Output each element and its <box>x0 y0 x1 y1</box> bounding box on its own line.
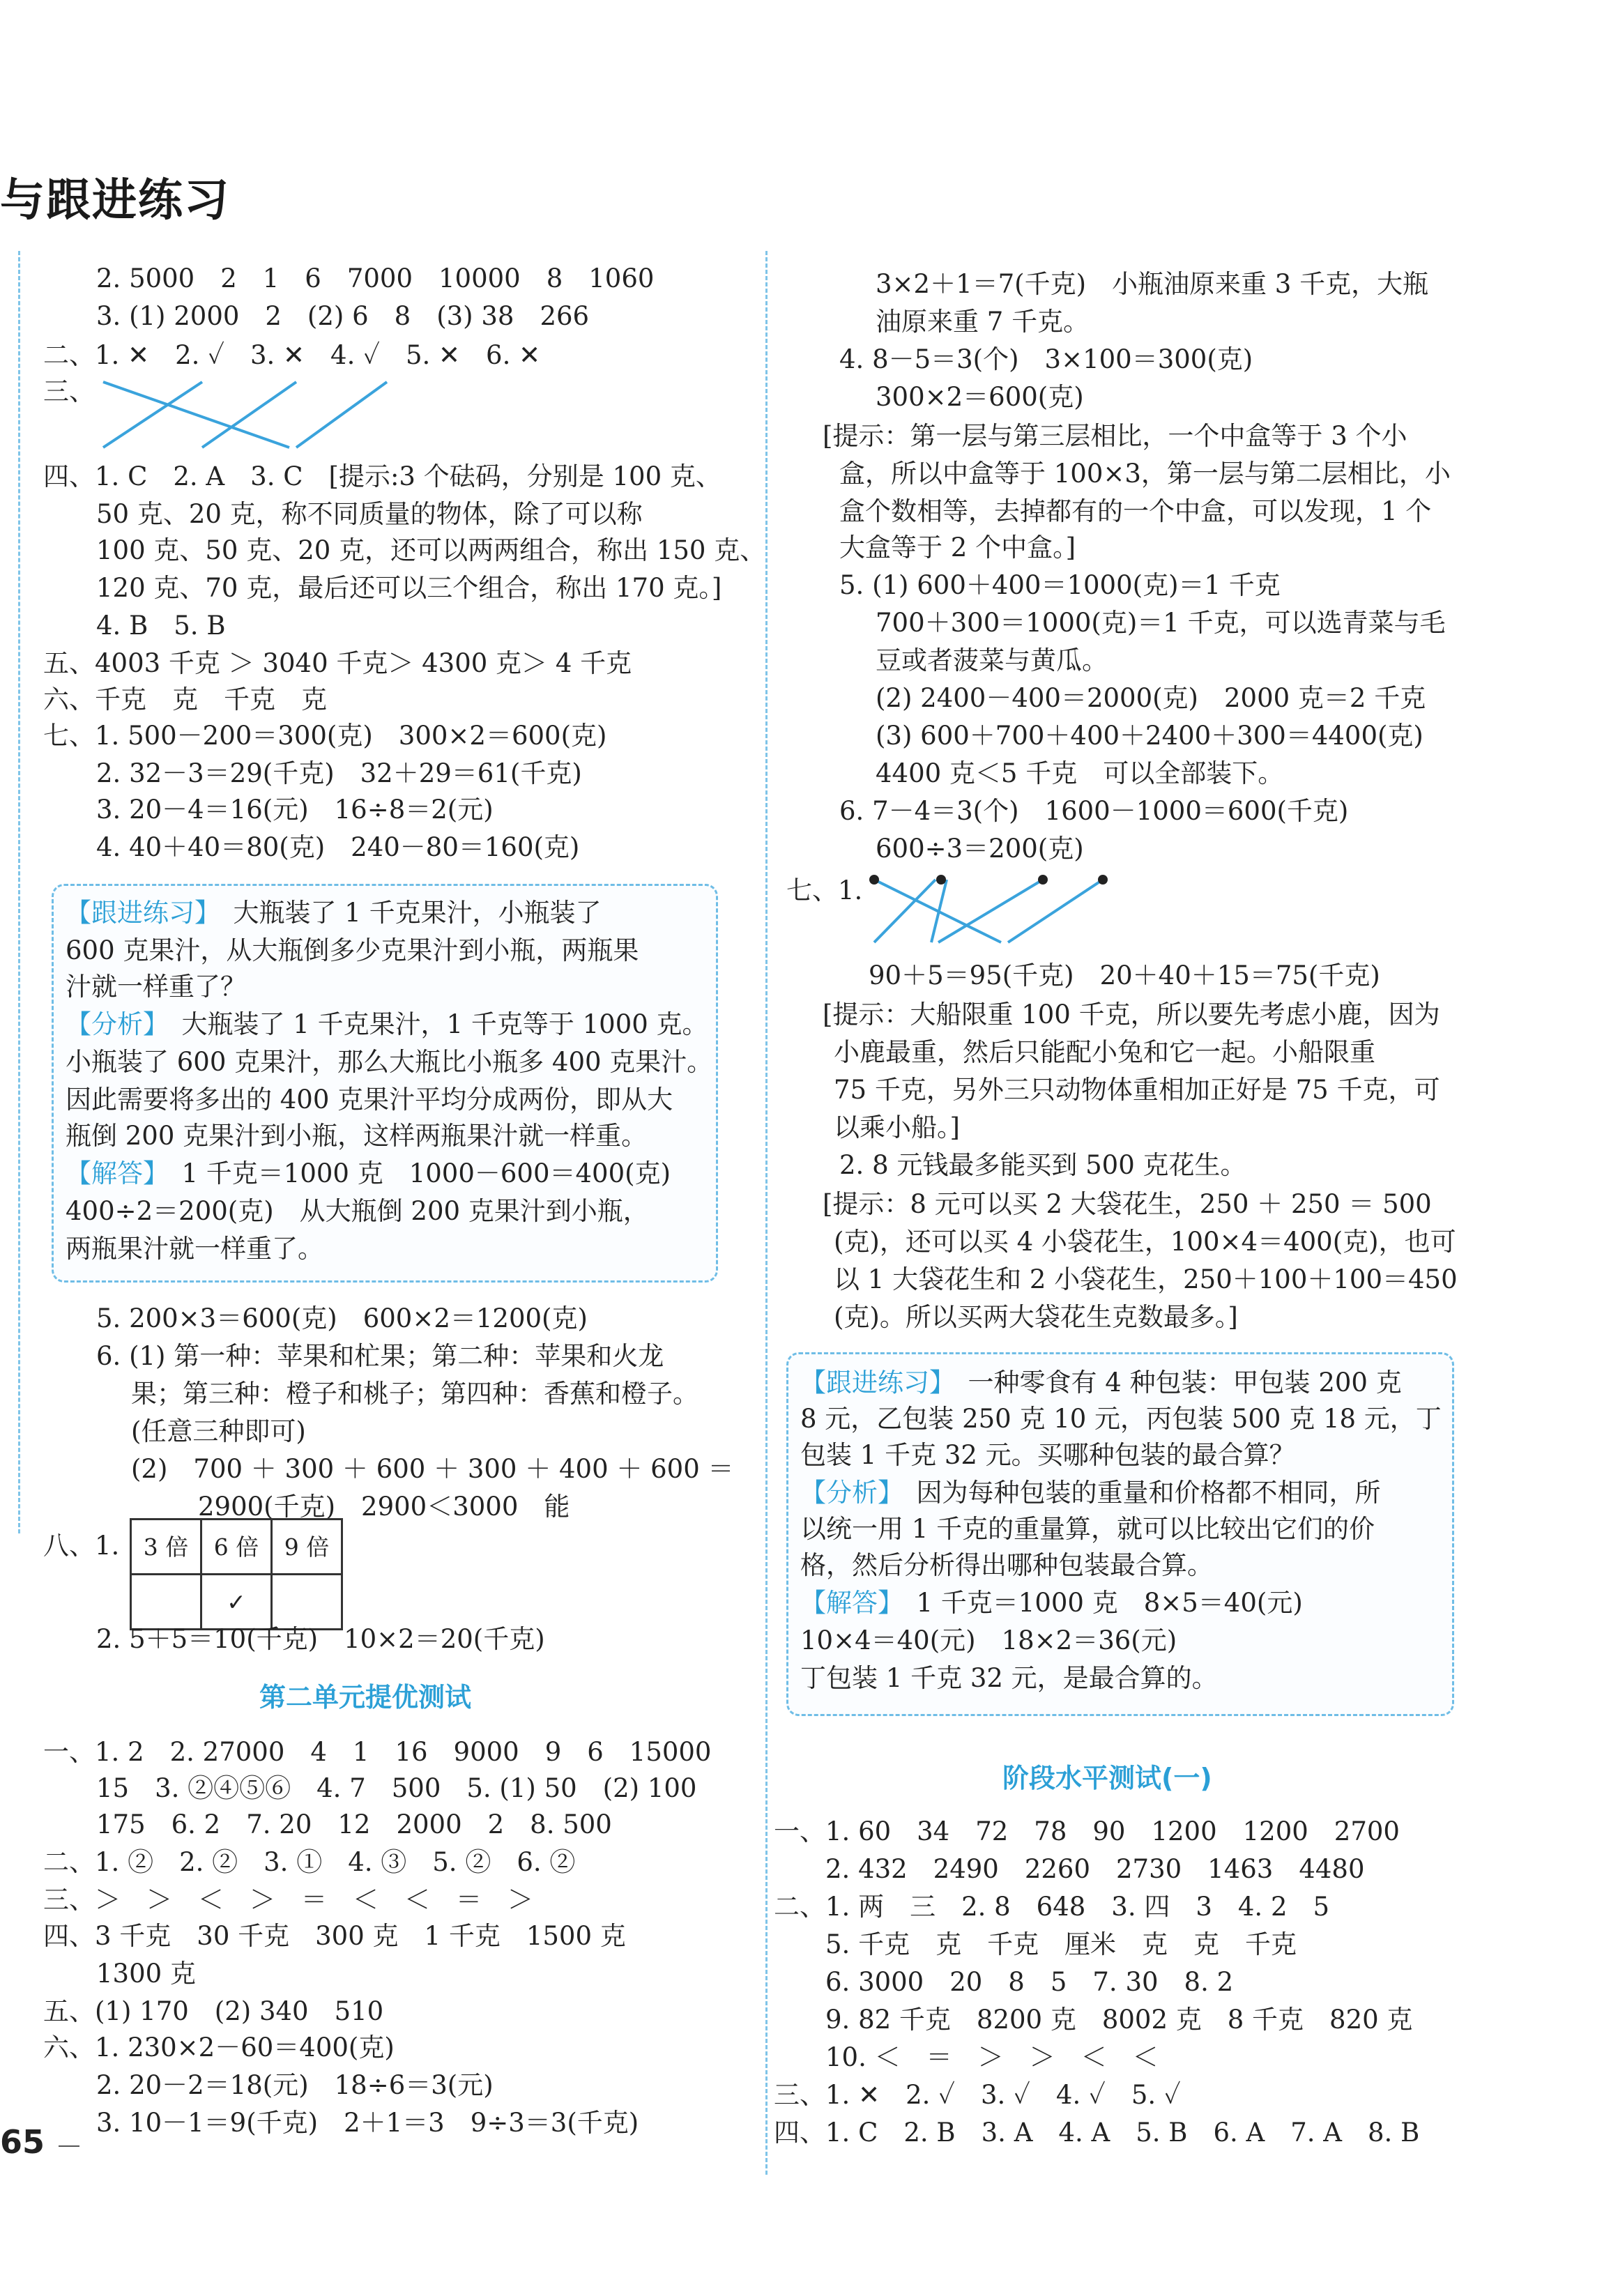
answer-line: 2. 20－2＝18(元) 18÷6＝3(元) <box>96 2070 494 2100</box>
answer-line: (3) 600＋700＋400＋2400＋300＝4400(克) <box>876 721 1423 751</box>
answer-line: 600÷3＝200(克) <box>876 834 1084 864</box>
answer-line: 小鹿最重，然后只能配小兔和它一起。小船限重 <box>834 1037 1375 1067</box>
answer-line: 700＋300＝1000(克)＝1 千克，可以选青菜与毛 <box>876 608 1446 638</box>
follow-up-line: 因此需要将多出的 400 克果汁平均分成两份，即从大 <box>66 1085 673 1115</box>
answer-line: 一、1. 60 34 72 78 90 1200 1200 2700 <box>774 1816 1400 1846</box>
multiple-table <box>130 1518 343 1630</box>
answer-line: 二、1. ② 2. ② 3. ① 4. ③ 5. ② 6. ② <box>43 1847 576 1877</box>
answer-line: (2) 700 ＋ 300 ＋ 600 ＋ 300 ＋ 400 ＋ 600 ＝ <box>131 1454 734 1484</box>
follow-up-tag: 【分析】 <box>800 1478 891 1508</box>
follow-up-tag: 【跟进练习】 <box>66 898 208 928</box>
answer-line: (克)。所以买两大袋花生克数最多。] <box>834 1302 1238 1332</box>
answer-line: 一、1. 2 2. 27000 4 1 16 9000 9 6 15000 <box>43 1737 712 1767</box>
answer-line: 油原来重 7 千克。 <box>876 307 1090 337</box>
answer-line: 5. 千克 克 千克 厘米 克 克 千克 <box>825 1929 1297 1959</box>
answer-line: 2. 5000 2 1 6 7000 10000 8 1060 <box>96 263 655 293</box>
answer-line: 3. 20－4＝16(元) 16÷8＝2(元) <box>96 795 494 825</box>
table-header-cell: 3 倍 <box>131 1520 201 1575</box>
answer-line: 4. B 5. B <box>96 611 226 641</box>
follow-up-tag: 【跟进练习】 <box>800 1368 942 1398</box>
follow-up-line: 400÷2＝200(克) 从大瓶倒 200 克果汁到小瓶， <box>66 1196 649 1226</box>
answer-line: 盒，所以中盒等于 100×3，第一层与第二层相比，小 <box>839 459 1451 489</box>
answer-line: 四、3 千克 30 千克 300 克 1 千克 1500 克 <box>43 1921 626 1951</box>
answer-line: 2. 8 元钱最多能买到 500 克花生。 <box>839 1150 1246 1180</box>
answer-line: 三、1. ✕ 2. ✓ 3. ✓ 4. ✓ 5. ✓ <box>774 2080 1181 2110</box>
answer-line: 5. 200×3＝600(克) 600×2＝1200(克) <box>96 1303 588 1333</box>
page-number: 65 <box>0 2123 45 2161</box>
follow-up-line: 包装 1 千克 32 元。买哪种包装的最合算？ <box>800 1440 1295 1470</box>
answer-line: 五、(1) 170 (2) 340 510 <box>43 1996 384 2026</box>
answer-line: 3×2＋1＝7(千克) 小瓶油原来重 3 千克，大瓶 <box>876 269 1429 299</box>
answer-line: [提示：8 元可以买 2 大袋花生，250 ＋ 250 ＝ 500 <box>823 1189 1432 1219</box>
answer-line: 2. 5＋5＝10(千克) 10×2＝20(千克) <box>96 1624 545 1654</box>
answer-line: 9. 82 千克 8200 克 8002 克 8 千克 820 克 <box>825 2005 1413 2035</box>
answer-line: 175 6. 2 7. 20 12 2000 2 8. 500 <box>96 1809 612 1839</box>
answer-line: 二、1. 两 三 2. 8 648 3. 四 3 4. 2 5 <box>774 1892 1330 1922</box>
answer-line: 2. 32－3＝29(千克) 32＋29＝61(千克) <box>96 758 582 788</box>
answer-line: 50 克、20 克，称不同质量的物体，除了可以称 <box>96 499 643 529</box>
table-cell-check: ✓ <box>201 1575 272 1630</box>
answer-line: 120 克、70 克，最后还可以三个组合，称出 170 克。] <box>96 573 722 603</box>
follow-up-tag: 【分析】 <box>66 1009 156 1039</box>
answer-line: 4400 克＜5 千克 可以全部装下。 <box>876 758 1284 788</box>
answer-line: 2. 432 2490 2260 2730 1463 4480 <box>825 1854 1365 1884</box>
answer-line: 以 1 大袋花生和 2 小袋花生，250＋100＋100＝450 <box>834 1264 1458 1294</box>
left-margin-mark <box>18 251 23 1533</box>
answer-line: 4. 40＋40＝80(克) 240－80＝160(克) <box>96 832 580 862</box>
follow-up-line: 【分析】 因为每种包装的重量和价格都不相同，所 <box>800 1478 1381 1508</box>
answer-line: 300×2＝600(克) <box>876 382 1084 412</box>
answer-line: 6. 3000 20 8 5 7. 30 8. 2 <box>825 1967 1234 1997</box>
matching-diagram-1 <box>98 376 404 453</box>
answer-line: 豆或者菠菜与黄瓜。 <box>876 645 1108 675</box>
answer-line: 七、1. 500－200＝300(克) 300×2＝600(克) <box>43 721 607 751</box>
follow-up-line: 丁包装 1 千克 32 元，是最合算的。 <box>800 1663 1218 1693</box>
follow-up-line: 【分析】 大瓶装了 1 千克果汁，1 千克等于 1000 克。 <box>66 1009 708 1039</box>
page-number-rule <box>59 2145 79 2147</box>
answer-line: 四、1. C 2. B 3. A 4. A 5. B 6. A 7. A 8. B <box>774 2118 1420 2148</box>
matching-diagram-2 <box>869 874 1120 951</box>
answer-line: 75 千克，另外三只动物体重相加正好是 75 千克，可 <box>834 1075 1440 1105</box>
follow-up-tag: 【解答】 <box>66 1158 156 1188</box>
answer-line: 大盒等于 2 个中盒。] <box>839 533 1076 562</box>
answer-line: [提示：第一层与第三层相比，一个中盒等于 3 个小 <box>823 421 1407 451</box>
answer-line: 果；第三种：橙子和桃子；第四种：香蕉和橙子。 <box>131 1379 698 1409</box>
answer-line: 五、4003 千克 ＞ 3040 千克＞ 4300 克＞ 4 千克 <box>43 648 632 678</box>
answer-line: 六、千克 克 千克 克 <box>43 684 327 714</box>
answer-line: 三、 <box>43 376 95 406</box>
follow-up-line: 【解答】 1 千克＝1000 克 1000－600＝400(克) <box>66 1158 671 1188</box>
answer-line: 10. ＜ ＝ ＞ ＞ ＜ ＜ <box>825 2042 1159 2072</box>
answer-line: 以乘小船。] <box>834 1112 960 1142</box>
follow-up-line: 【解答】 1 千克＝1000 克 8×5＝40(元) <box>800 1588 1303 1618</box>
section-heading-unit2-test: 第二单元提优测试 <box>259 1682 472 1713</box>
follow-up-line: 【跟进练习】 一种零食有 4 种包装：甲包装 200 克 <box>800 1368 1402 1398</box>
answer-line: 100 克、50 克、20 克，还可以两两组合，称出 150 克、 <box>96 535 766 565</box>
column-divider <box>765 251 768 2175</box>
follow-up-tag: 【解答】 <box>800 1588 891 1618</box>
answer-line: 二、1. ✕ 2. ✓ 3. ✕ 4. ✓ 5. ✕ 6. ✕ <box>43 340 541 370</box>
answer-line: (任意三种即可) <box>131 1416 306 1446</box>
answer-line: 三、＞ ＞ ＜ ＞ ＝ ＜ ＜ ＝ ＞ <box>43 1885 533 1915</box>
follow-up-line: 600 克果汁，从大瓶倒多少克果汁到小瓶，两瓶果 <box>66 935 639 965</box>
answer-line: 八、1. <box>43 1531 120 1561</box>
answer-line: (克)，还可以买 4 小袋花生，100×4＝400(克)，也可 <box>834 1227 1456 1257</box>
follow-up-line: 以统一用 1 千克的重量算，就可以比较出它们的价 <box>800 1514 1375 1544</box>
answer-line: 1300 克 <box>96 1959 196 1989</box>
answer-line: 2900(千克) 2900＜3000 能 <box>198 1492 570 1522</box>
follow-up-line: 汁就一样重了？ <box>66 972 246 1002</box>
answer-line: [提示：大船限重 100 千克，所以要先考虑小鹿，因为 <box>823 1000 1440 1030</box>
follow-up-line: 两瓶果汁就一样重了。 <box>66 1234 323 1264</box>
follow-up-line: 【跟进练习】 大瓶装了 1 千克果汁，小瓶装了 <box>66 898 602 928</box>
follow-up-line: 10×4＝40(元) 18×2＝36(元) <box>800 1625 1177 1655</box>
follow-up-line: 瓶倒 200 克果汁到小瓶，这样两瓶果汁就一样重。 <box>66 1121 648 1151</box>
answer-line: (2) 2400－400＝2000(克) 2000 克＝2 千克 <box>876 683 1426 713</box>
answer-line: 6. 7－4＝3(个) 1600－1000＝600(千克) <box>839 796 1349 826</box>
answer-line: 90＋5＝95(千克) 20＋40＋15＝75(千克) <box>869 961 1380 990</box>
follow-up-line: 格，然后分析得出哪种包装最合算。 <box>800 1550 1213 1580</box>
table-header-cell: 9 倍 <box>272 1520 342 1575</box>
answer-line: 盒个数相等，去掉都有的一个中盒，可以发现，1 个 <box>839 496 1432 526</box>
answer-line: 6. (1) 第一种：苹果和杧果；第二种：苹果和火龙 <box>96 1341 664 1371</box>
answer-line: 七、1. <box>786 875 863 905</box>
answer-line: 六、1. 230×2－60＝400(克) <box>43 2033 395 2062</box>
table-header-cell: 6 倍 <box>201 1520 272 1575</box>
section-heading-stage-test: 阶段水平测试(一) <box>1002 1763 1212 1793</box>
answer-line: 15 3. ②④⑤⑥ 4. 7 500 5. (1) 50 (2) 100 <box>96 1773 697 1803</box>
page-title: 与跟进练习 <box>0 175 230 227</box>
answer-line: 四、1. C 2. A 3. C [提示:3 个砝码，分别是 100 克、 <box>43 461 721 491</box>
answer-line: 4. 8－5＝3(个) 3×100＝300(克) <box>839 344 1253 374</box>
answer-line: 3. (1) 2000 2 (2) 6 8 (3) 38 266 <box>96 301 590 331</box>
follow-up-line: 8 元，乙包装 250 克 10 元，丙包装 500 克 18 元，丁 <box>800 1404 1442 1434</box>
answer-line: 3. 10－1＝9(千克) 2＋1＝3 9÷3＝3(千克) <box>96 2108 639 2138</box>
answer-line: 5. (1) 600＋400＝1000(克)＝1 千克 <box>839 570 1281 600</box>
follow-up-line: 小瓶装了 600 克果汁，那么大瓶比小瓶多 400 克果汁。 <box>66 1047 713 1077</box>
